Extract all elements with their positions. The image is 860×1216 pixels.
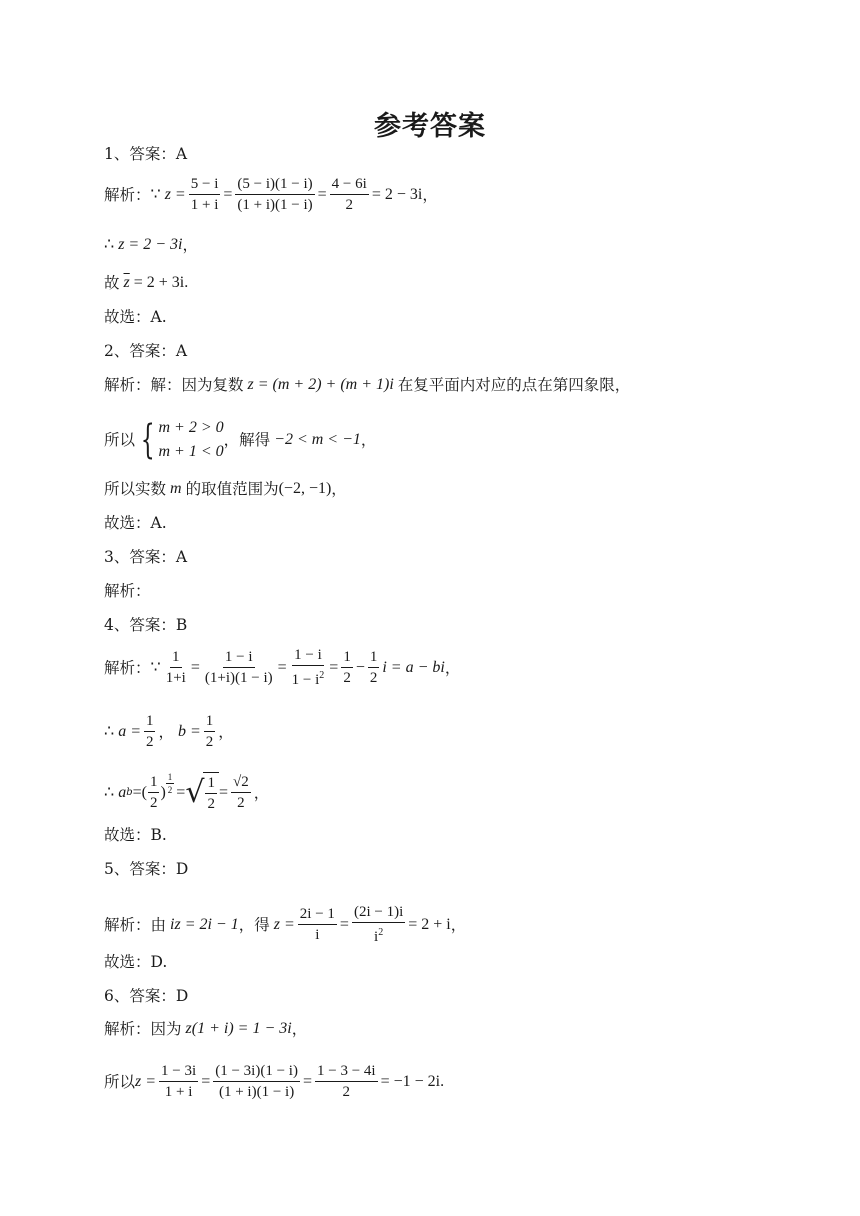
fraction: $\frac{1}{2}$ xyxy=(207,775,215,812)
answer-3-line: 3、答案：A xyxy=(104,548,188,566)
lhs: z = xyxy=(164,185,186,203)
therefore-symbol: ∴ xyxy=(104,236,115,253)
fraction: $\frac{1 - i}{(1+i)(1 - i)}$ xyxy=(204,649,273,686)
since-symbol: ∵ xyxy=(150,185,161,203)
inequality-system: m + 2 > 0 m + 1 < 0 xyxy=(158,419,224,460)
answer-5-line: 5、答案：D xyxy=(104,860,189,878)
fraction: $\frac{1}{2}$ xyxy=(149,774,158,811)
analysis-3-line: 解析： xyxy=(104,582,151,600)
fraction: $\frac{2i - 1}{i}$ xyxy=(299,906,335,943)
fraction: $\frac{4 - 6i}{2}$ xyxy=(331,176,367,213)
page-title: 参考答案 xyxy=(374,111,486,142)
choice-2: 故选：A. xyxy=(104,514,167,532)
fraction: $\frac{5 - i}{1 + i}$ xyxy=(190,176,219,213)
analysis-2-line-1: 解析：解：因为复数 z = (m + 2) + (m + 1)i 在复平面内对应的点在第四象限， xyxy=(104,376,631,394)
analysis-6-line-1: 解析：因为 z(1 + i) = 1 − 3i ， xyxy=(104,1020,308,1038)
fraction: $\frac{1}{2}$ xyxy=(145,713,154,750)
fraction: $\frac{1 - i}{1 - i^2}$ xyxy=(291,647,325,688)
fraction: $\frac{1 - 3i}{1 + i}$ xyxy=(161,1063,197,1100)
answer-2-line: 2、答案：A xyxy=(104,342,188,360)
analysis-6-line-2: 所以 z = $\frac{1 - 3i}{1 + i}$ = $\frac{(1 - 3i)(1 - i)}{(1 + i)(1 - i)}$ = $\frac{1 - 3 - 4i}{2}$ = −1 − 2i . xyxy=(104,1063,445,1100)
analysis-1-line-2: ∴ z = 2 − 3i ， xyxy=(104,236,198,254)
analysis-4-line-1: 解析： ∵ $\frac{1}{1+i}$ = $\frac{1 - i}{(1+i)(1 - i)}$ = $\frac{1 - i}{1 - i^2}$ = $\frac{1}{2}$ − $\frac{1}{2}$ i = a − bi ， xyxy=(104,647,461,688)
fraction: $\frac{√2}{2}$ xyxy=(232,774,249,811)
square-root: √ $\frac{1}{2}$ xyxy=(185,772,219,813)
analysis-label: 解析： xyxy=(104,185,151,204)
z-conjugate: $\overline{z}$ xyxy=(123,274,130,291)
answer-1-label: 1、答案：A xyxy=(104,145,188,163)
fraction: $\frac{1 - 3 - 4i}{2}$ xyxy=(316,1063,376,1100)
fraction: $\frac{(5 - i)(1 - i)}{(1 + i)(1 - i)}$ xyxy=(237,176,313,213)
analysis-5-line-1: 解析：由 iz = 2i − 1 ，得 z = $\frac{2i - 1}{i}$ = $\frac{(2i - 1)i}{i^2}$ = 2 + i ， xyxy=(104,904,467,945)
analysis-2-line-2: 所以 { m + 2 > 0 m + 1 < 0 ，解得 −2 < m < −1 ， xyxy=(104,417,377,463)
exponent-fraction: $\frac{1}{2}$ xyxy=(167,772,173,795)
choice-1: 故选：A. xyxy=(104,308,167,326)
analysis-1-line-3: 故 $\overline{z}$ = 2 + 3i . xyxy=(104,274,189,292)
answer-6-line: 6、答案：D xyxy=(104,987,189,1005)
analysis-1-line-1: 解析： ∵ z = $\frac{5 - i}{1 + i}$ = $\frac{(5 - i)(1 - i)}{(1 + i)(1 - i)}$ = $\frac{4 - 6i}{2}$ = 2 − 3i ， xyxy=(104,176,438,213)
analysis-4-line-3: ∴ a b = ( $\frac{1}{2}$ ) $\frac{1}{2}$ = √ $\frac{1}{2}$ = $\frac{√2}{2}$ ， xyxy=(104,772,270,812)
choice-4: 故选：B. xyxy=(104,826,167,844)
fraction: $\frac{1}{2}$ xyxy=(343,649,351,686)
analysis-4-line-2: ∴ a = $\frac{1}{2}$ ， b = $\frac{1}{2}$ ， xyxy=(104,713,234,750)
fraction: $\frac{(1 - 3i)(1 - i)}{(1 + i)(1 - i)}$ xyxy=(215,1063,298,1100)
fraction: $\frac{1}{1+i}$ xyxy=(165,649,186,686)
fraction: $\frac{1}{2}$ xyxy=(205,713,214,750)
analysis-2-line-3: 所以实数 m 的取值范围为 (−2, −1) ， xyxy=(104,480,347,498)
answer-1-line xyxy=(104,143,187,165)
choice-5: 故选：D. xyxy=(104,953,168,971)
fraction: $\frac{(2i - 1)i}{i^2}$ xyxy=(353,904,404,945)
answer-4-line: 4、答案：B xyxy=(104,616,188,634)
fraction: $\frac{1}{2}$ xyxy=(369,649,378,686)
left-brace: { xyxy=(140,417,155,463)
